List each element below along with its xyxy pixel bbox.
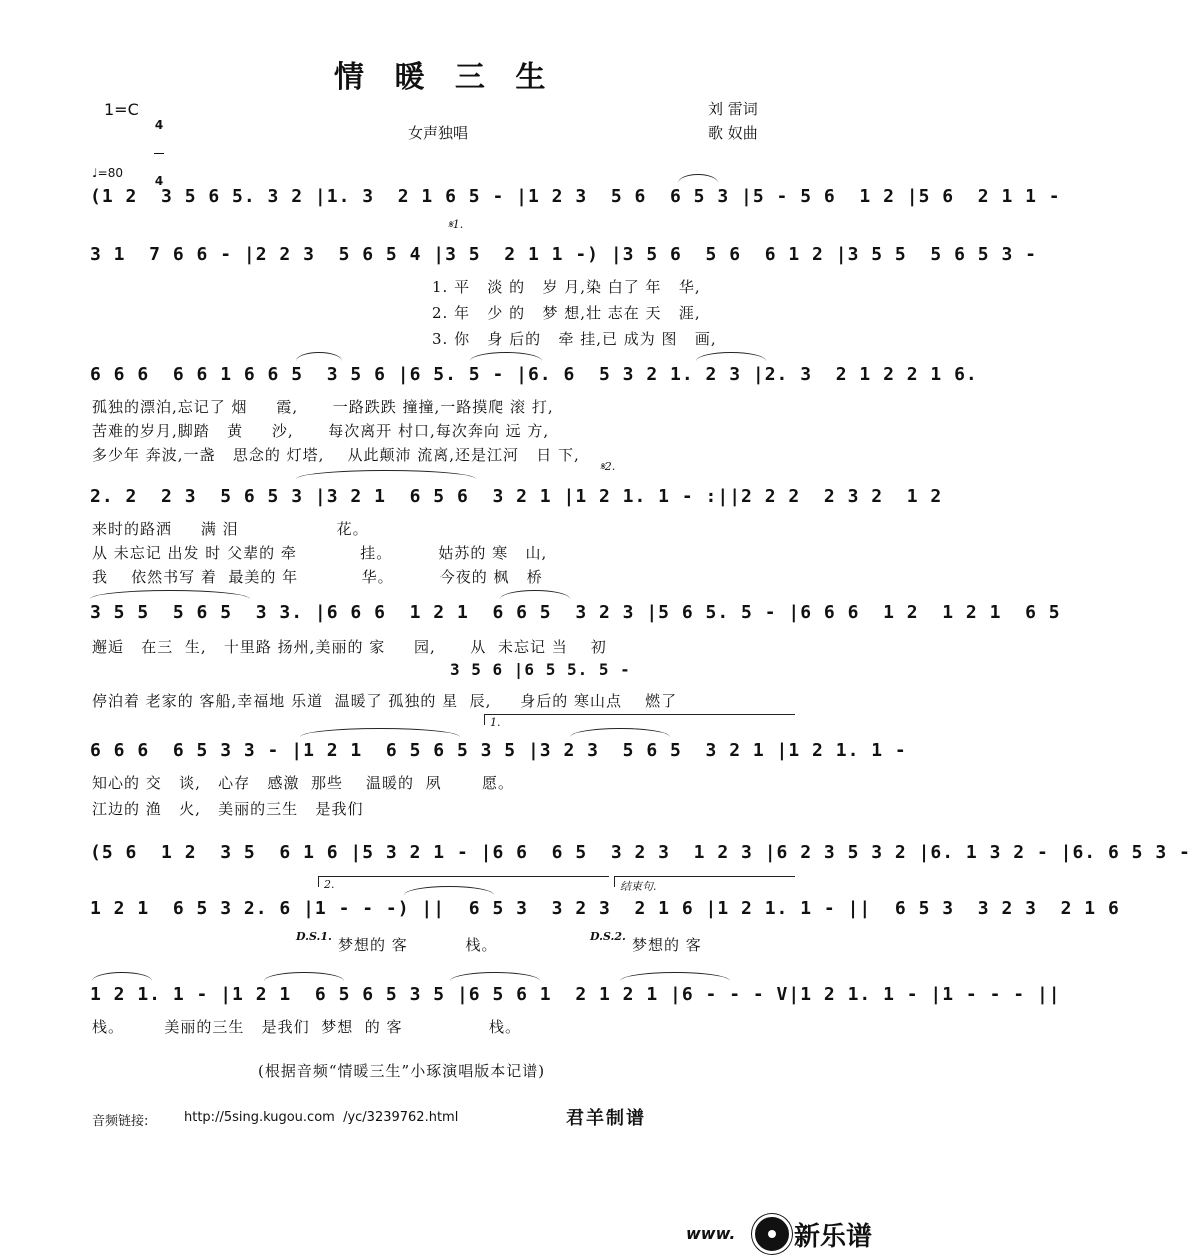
segno-1: 𝄋1. — [448, 218, 464, 231]
slur — [92, 972, 152, 981]
disc-logo-icon — [752, 1214, 792, 1254]
notation-line-7: (5 6 1 2 3 5 6 1 6 |5 3 2 1 - |6 6 6 5 3 2 3 1 2 3 |6 2 3 5 3 2 |6. 1 3 2 - |6. 6 5 3 - — [90, 842, 1191, 863]
lyric-line6-verse2: 江边的 渔 火, 美丽的三生 是我们 — [92, 800, 364, 818]
watermark-brand: 新乐谱 — [794, 1222, 873, 1252]
slur — [296, 470, 476, 479]
time-signature-bottom: 4 — [154, 174, 164, 188]
notation-line-1: (1 2 3 5 6 5. 3 2 |1. 3 2 1 6 5 - |1 2 3 5 6 6 5 3 |5 - 5 6 1 2 |5 6 2 1 1 - — [90, 186, 1061, 207]
volta-1-label: 1. — [490, 716, 501, 729]
lyric-verse1-line3: 来时的路洒 满 泪 花。 — [92, 520, 369, 538]
volta-bracket-1 — [484, 714, 795, 725]
volta-2-label: 2. — [324, 878, 335, 891]
slur — [500, 590, 570, 599]
watermark-prefix: www. — [686, 1224, 736, 1243]
lyric-verse3-line2: 多少年 奔波,一盏 思念的 灯塔, 从此颠沛 流离,还是江河 日 下, — [92, 446, 580, 464]
time-signature-divider — [154, 153, 164, 154]
notation-line-5: 3 5 5 5 6 5 3 3. |6 6 6 1 2 1 6 6 5 3 2 3 |5 6 5. 5 - |6 6 6 1 2 1 2 1 6 5 — [90, 602, 1061, 623]
lyric-line5-verse2: 停泊着 老家的 客船,幸福地 乐道 温暖了 孤独的 星 辰, 身后的 寒山点 燃了 — [92, 692, 678, 710]
notation-line-3: 6 6 6 6 6 1 6 6 5 3 5 6 |6 5. 5 - |6. 6 5 3 2 1. 2 3 |2. 3 2 1 2 2 1 6. — [90, 364, 978, 385]
ds1-marking: D.S.1. — [296, 930, 332, 943]
slur — [404, 886, 494, 895]
lyric-ds2: 梦想的 客 — [632, 936, 702, 954]
ds2-marking: D.S.2. — [590, 930, 626, 943]
alternate-notation: 3 5 6 |6 5 5. 5 - — [450, 660, 631, 679]
key-signature: 1=C — [104, 100, 139, 119]
lyricist: 刘 雷词 — [708, 100, 758, 118]
arranger-signature: 君羊制谱 — [566, 1108, 646, 1129]
notation-line-6: 6 6 6 6 5 3 3 - |1 2 1 6 5 6 5 3 5 |3 2 3 5 6 5 3 2 1 |1 2 1. 1 - — [90, 740, 907, 761]
slur — [264, 972, 344, 981]
audio-link-url[interactable]: http://5sing.kugou.com /yc/3239762.html — [184, 1110, 459, 1125]
lyric-verse3-line3: 我 依然书写 着 最美的 年 华。 今夜的 枫 桥 — [92, 568, 543, 586]
transcription-note: (根据音频“情暖三生”小琢演唱版本记谱) — [258, 1062, 546, 1080]
page-title: 情 暖 三 生 — [334, 60, 556, 95]
slur — [450, 972, 540, 981]
slur — [620, 972, 730, 981]
lyric-verse2-line2: 苦难的岁月,脚踏 黄 沙, 每次离开 村口,每次奔向 远 方, — [92, 422, 550, 440]
composer: 歌 奴曲 — [708, 124, 758, 142]
time-signature — [154, 98, 164, 198]
tempo-marking: ♩=80 — [92, 166, 123, 180]
lyric-verse1-line2: 孤独的漂泊,忘记了 烟 霞, 一路跌跌 撞撞,一路摸爬 滚 打, — [92, 398, 554, 416]
lyric-line5-verse1: 邂逅 在三 生, 十里路 扬州,美丽的 家 园, 从 未忘记 当 初 — [92, 638, 607, 656]
lyric-verse1-line1: 1. 平 淡 的 岁 月,染 白了 年 华, — [432, 278, 701, 296]
slur — [90, 590, 250, 599]
performer: 女声独唱 — [408, 124, 469, 142]
notation-line-9: 1 2 1. 1 - |1 2 1 6 5 6 5 3 5 |6 5 6 1 2 1 2 1 |6 - - - V|1 2 1. 1 - |1 - - - || — [90, 984, 1061, 1005]
slur — [300, 728, 460, 737]
slur — [296, 352, 342, 361]
notation-line-2: 3 1 7 6 6 - |2 2 3 5 6 5 4 |3 5 2 1 1 -) |3 5 6 5 6 6 1 2 |3 5 5 5 6 5 3 - — [90, 244, 1037, 265]
lyric-ds1: 梦想的 客 栈。 — [338, 936, 498, 954]
volta-bracket-2 — [318, 876, 609, 887]
lyric-verse2-line3: 从 未忘记 出发 时 父辈的 牵 挂。 姑苏的 寒 山, — [92, 544, 548, 562]
lyric-line6-verse1: 知心的 交 谈, 心存 感激 那些 温暖的 夙 愿。 — [92, 774, 514, 792]
notation-line-8: 1 2 1 6 5 3 2. 6 |1 - - -) || 6 5 3 3 2 3 2 1 6 |1 2 1. 1 - || 6 5 3 3 2 3 2 1 6 — [90, 898, 1120, 919]
audio-link-label: 音频链接: — [92, 1114, 149, 1129]
segno-2: 𝄋2. — [600, 460, 616, 473]
lyric-verse3-line1: 3. 你 身 后的 牵 挂,已 成为 图 画, — [432, 330, 717, 348]
ending-label: 结束句. — [620, 880, 657, 893]
slur — [678, 174, 718, 183]
time-signature-top: 4 — [154, 118, 164, 132]
slur — [570, 728, 670, 737]
slur — [470, 352, 542, 361]
slur — [696, 352, 766, 361]
notation-line-4: 2. 2 2 3 5 6 5 3 |3 2 1 6 5 6 3 2 1 |1 2 1. 1 - :||2 2 2 2 3 2 1 2 — [90, 486, 943, 507]
lyric-final: 栈。 美丽的三生 是我们 梦想 的 客 栈。 — [92, 1018, 522, 1036]
lyric-verse2-line1: 2. 年 少 的 梦 想,壮 志在 天 涯, — [432, 304, 701, 322]
